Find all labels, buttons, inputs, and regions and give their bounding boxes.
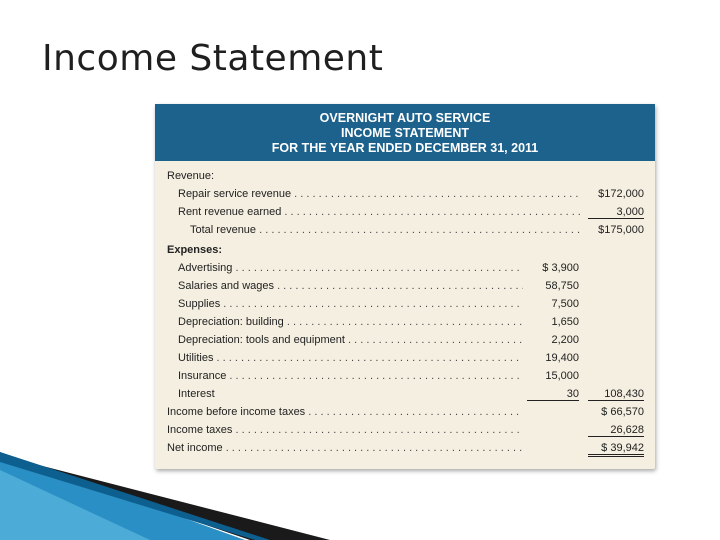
line-item-label: Interest xyxy=(178,388,215,400)
line-item-amount: 1,650 xyxy=(551,316,579,328)
expenses-heading-row xyxy=(155,244,655,262)
report-period: FOR THE YEAR ENDED DECEMBER 31, 2011 xyxy=(271,141,539,155)
line-item-label: Advertising . . . xyxy=(178,262,523,274)
line-item-amount: $ 3,900 xyxy=(542,262,579,274)
total-revenue-amount: $175,000 xyxy=(598,224,644,236)
income-before-taxes-amount: $ 66,570 xyxy=(601,406,644,418)
line-item-label: Repair service revenue . . . xyxy=(178,188,581,200)
statement-row xyxy=(155,334,655,352)
statement-row xyxy=(155,316,655,334)
total-revenue-label: Total revenue . . . xyxy=(190,224,581,236)
income-taxes-amount: 26,628 xyxy=(588,424,644,437)
line-item-amount: 2,200 xyxy=(551,334,579,346)
line-item-amount: 15,000 xyxy=(545,370,579,382)
statement-row xyxy=(155,298,655,316)
line-item-amount: $172,000 xyxy=(598,188,644,200)
net-income-row xyxy=(155,442,655,460)
line-item-amount: 30 xyxy=(527,388,579,401)
line-item-label: Depreciation: tools and equipment . . . xyxy=(178,334,523,346)
report-name: INCOME STATEMENT xyxy=(340,126,469,140)
line-item-label: Depreciation: building . . . xyxy=(178,316,523,328)
line-item-amount: 3,000 xyxy=(588,206,644,219)
revenue-heading-row xyxy=(155,170,655,188)
statement-row xyxy=(155,370,655,388)
statement-row xyxy=(155,280,655,298)
net-income-amount: $ 39,942 xyxy=(588,442,644,457)
line-item-label: Salaries and wages . . . xyxy=(178,280,523,292)
expenses-heading: Expenses: xyxy=(167,244,223,256)
statement-row xyxy=(155,262,655,280)
income-statement-panel xyxy=(155,104,655,469)
line-item-label: Utilities . . . xyxy=(178,352,523,364)
net-income-label: Net income . . . xyxy=(167,442,523,454)
line-item-amount: 58,750 xyxy=(545,280,579,292)
line-item-amount: 19,400 xyxy=(545,352,579,364)
line-item-label: Supplies . . . xyxy=(178,298,523,310)
statement-row xyxy=(155,188,655,206)
line-item-label: Rent revenue earned . . . xyxy=(178,206,581,218)
statement-header xyxy=(155,104,655,161)
line-item-label: Insurance . . . xyxy=(178,370,523,382)
slide-title: Income Statement xyxy=(42,38,384,79)
company-name: OVERNIGHT AUTO SERVICE xyxy=(319,111,491,125)
statement-row xyxy=(155,206,655,224)
income-taxes-label: Income taxes . . . xyxy=(167,424,523,436)
income-before-taxes-row xyxy=(155,406,655,424)
total-revenue-row xyxy=(155,224,655,242)
statement-row xyxy=(155,388,655,406)
income-before-taxes-label: Income before income taxes . . . xyxy=(167,406,523,418)
line-item-amount: 7,500 xyxy=(551,298,579,310)
revenue-heading: Revenue: xyxy=(167,170,215,182)
income-taxes-row xyxy=(155,424,655,442)
total-expenses-amount: 108,430 xyxy=(588,388,644,401)
statement-row xyxy=(155,352,655,370)
